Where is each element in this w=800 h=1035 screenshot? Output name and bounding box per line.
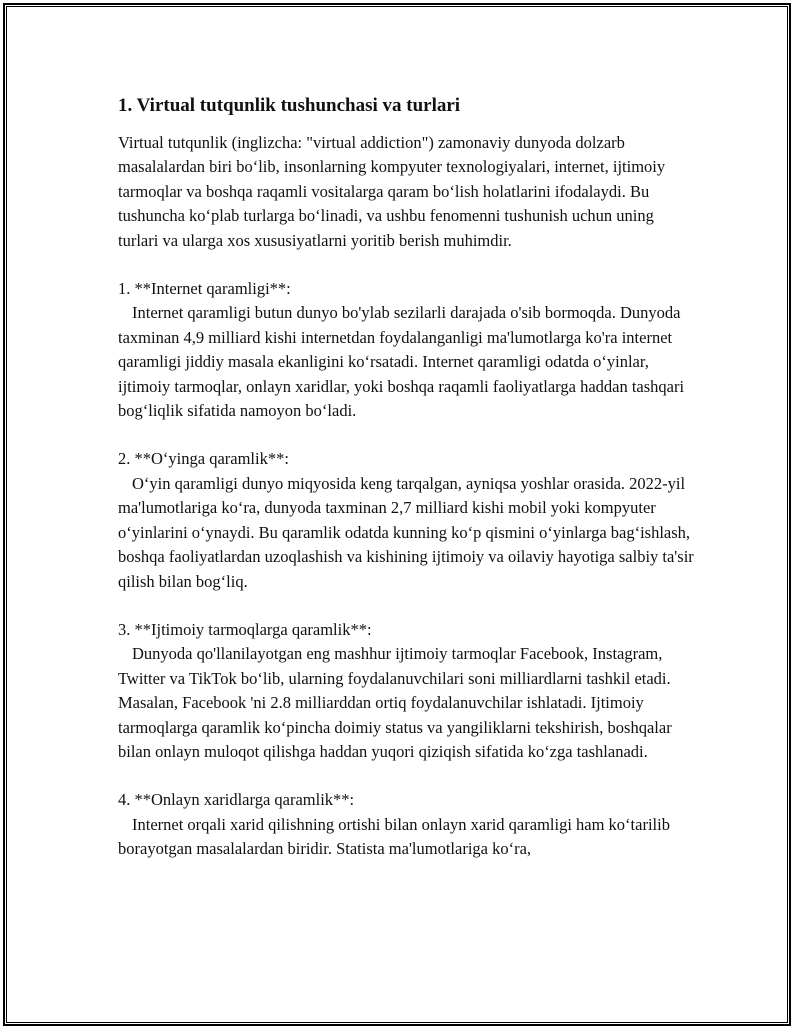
list-item-social-media-addiction [118,618,698,764]
list-item-title: 3. **Ijtimoiy tarmoqlarga qaramlik**: [118,619,372,639]
intro-paragraph: Virtual tutqunlik (inglizcha: "virtual addiction") zamonaviy dunyoda dolzarb masalalardan biri bo‘lib, insonlarning kompyuter texnologiyalari, internet, ijtimoiy tarmoqlar va boshqa raqamli vositalarga qaram bo‘lish holatlarini ifodalaydi. Bu tushuncha ko‘plab turlarga bo‘linadi, va ushbu fenomenni tushunish uchun uning turlari va ularga xos xususiyatlarni yoritib berish muhimdir. [118,133,666,250]
section-heading: 1. Virtual tutqunlik tushunchasi va turlari [118,95,461,116]
document-body [118,94,698,886]
list-item-title: 1. **Internet qaramligi**: [118,279,291,299]
list-item-body: Internet qaramligi butun dunyo bo'ylab sezilarli darajada o'sib bormoqda. Dunyoda taxminan 4,9 milliard kishi internetdan foydalanganligi ma'lumotlarga ko'ra internet qaramligi jiddiy masala ekanligini ko‘rsatadi. Internet qaramligi odatda o‘yinlar, ijtimoiy tarmoqlar, onlayn xaridlar, yoki boshqa raqamli faoliyatlarga haddan tashqari bog‘liqlik sifatida namoyon bo‘ladi. [118,303,685,421]
list-item-body: Dunyoda qo'llanilayotgan eng mashhur ijtimoiy tarmoqlar Facebook, Instagram, Twitter va TikTok bo‘lib, ularning foydalanuvchilari soni milliardlarni tashkil etadi. Masalan, Facebook 'ni 2.8 milliarddan ortiq foydalanuvchilar ishlatadi. Ijtimoiy tarmoqlarga qaramlik ko‘pincha doimiy status va yangiliklarni tekshirish, boshqalar bilan onlayn muloqot qilishga haddan yuqori qiziqish sifatida ko‘zga tashlanadi. [118,644,672,761]
list-item-body: O‘yin qaramligi dunyo miqyosida keng tarqalgan, ayniqsa yoshlar orasida. 2022-yil ma'lumotlariga ko‘ra, dunyoda taxminan 2,7 milliard kishi mobil yoki kompyuter o‘yinlarini o‘ynaydi. Bu qaramlik odatda kunning ko‘p qismini o‘yinlarga bag‘ishlash, boshqa faoliyatlardan uzoqlashish va kishining ijtimoiy va oilaviy hayotiga salbiy ta'sir qilish bilan bog‘liq. [118,473,694,591]
list-item-title: 4. **Onlayn xaridlarga qaramlik**: [118,790,355,810]
list-item-online-shopping-addiction [118,788,698,861]
list-item-internet-addiction [118,277,698,423]
list-item-gaming-addiction [118,447,698,593]
list-item-title: 2. **O‘yinga qaramlik**: [118,449,289,469]
list-item-body: Internet orqali xarid qilishning ortishi bilan onlayn xarid qaramligi ham ko‘tarilib borayotgan masalalardan biridir. Statista ma'lumotlariga ko‘ra, [118,814,670,859]
